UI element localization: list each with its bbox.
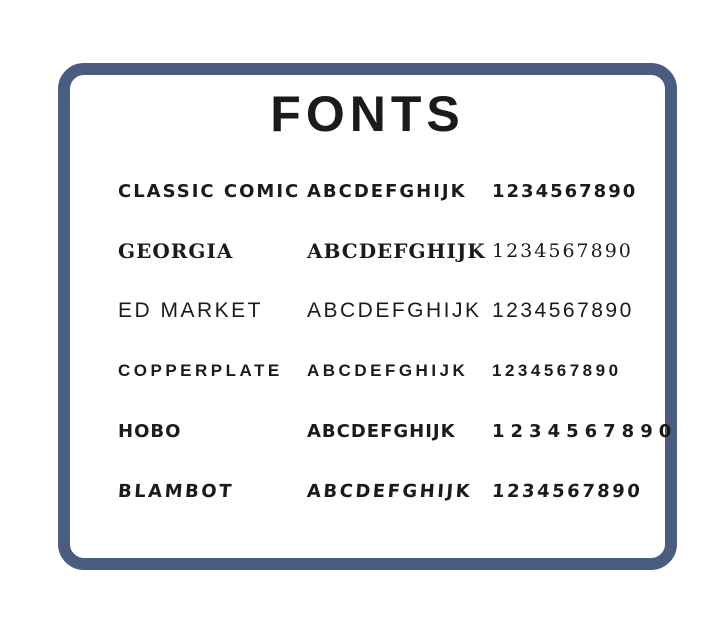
font-alphabet: ABCDEFGHIJK — [307, 180, 467, 202]
font-numbers: 1234567890 — [492, 420, 678, 442]
font-row-classic-comic — [70, 161, 665, 221]
font-numbers: 1234567890 — [492, 361, 622, 380]
font-row-blambot — [70, 461, 665, 521]
font-row-hobo — [70, 401, 678, 461]
font-numbers: 1234567890 — [492, 299, 634, 322]
font-row-georgia — [70, 221, 665, 281]
font-name: GEORGIA — [118, 239, 234, 263]
font-alphabet: ABCDEFGHIJK — [307, 361, 469, 380]
font-row-ed-market — [70, 281, 665, 341]
page-title: FONTS — [270, 86, 465, 142]
font-name: HOBO — [118, 420, 182, 442]
font-numbers: 1234567890 — [491, 480, 643, 502]
font-name: COPPERPLATE — [118, 361, 283, 380]
font-row-copperplate — [70, 341, 665, 401]
font-name: ED MARKET — [118, 299, 264, 322]
font-alphabet: ABCDEFGHIJK — [307, 299, 482, 322]
font-name: BLAMBOT — [117, 480, 235, 502]
font-numbers: 1234567890 — [492, 180, 638, 202]
font-alphabet: ABCDEFGHIJK — [307, 420, 456, 442]
font-specimen-list — [70, 161, 678, 521]
font-name: CLASSIC COMIC — [118, 180, 301, 202]
font-alphabet: ABCDEFGHIJK — [306, 480, 473, 502]
fonts-card — [58, 63, 677, 570]
font-numbers: 1234567890 — [492, 240, 633, 262]
font-alphabet: ABCDEFGHIJK — [307, 239, 486, 263]
